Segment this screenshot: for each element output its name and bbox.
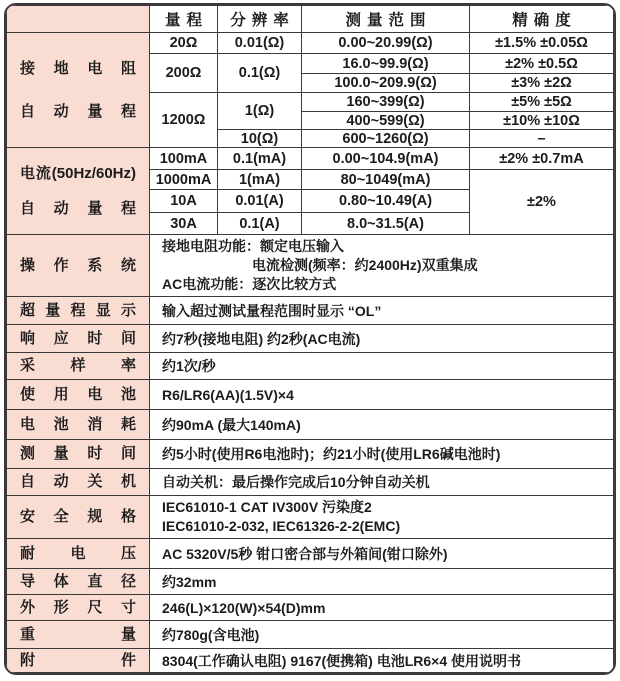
accuracy-cell: ±1.5% ±0.05Ω [470,33,614,54]
detail-value: R6/LR6(AA)(1.5V)×4 [150,380,614,410]
detail-value-line: 电流检测(频率：约2400Hz)双重集成 [252,257,478,273]
detail-row-conductor-diameter [7,569,614,595]
header-empty-cell [7,6,150,33]
range-cell: 200Ω [150,54,218,93]
detail-label [7,595,150,621]
detail-label [7,539,150,569]
range-cell: 30A [150,213,218,235]
detail-label [7,325,150,353]
detail-value: 自动关机：最后操作完成后10分钟自动关机 [150,469,614,496]
section-label-line: 接地电阻 [20,59,136,77]
detail-label-text: 操作系统 [20,256,136,274]
detail-label-text: 外形尺寸 [20,598,136,616]
detail-value-line: 接地电阻功能：额定电压输入 [162,238,344,254]
detail-label [7,649,150,673]
detail-value: 约1次/秒 [150,353,614,380]
current-row-1 [7,148,614,170]
measure-range-cell: 400~599(Ω) [302,112,470,130]
resolution-cell: 1(Ω) [218,93,302,130]
resolution-cell: 0.1(mA) [218,148,302,170]
detail-row-sampling-rate [7,353,614,380]
resistance-row-1 [7,33,614,54]
header-range: 量程 [150,6,218,33]
resolution-cell: 0.1(A) [218,213,302,235]
detail-row-battery-consumption [7,410,614,440]
detail-label-text: 附件 [20,651,136,669]
resolution-cell: 0.01(A) [218,190,302,213]
accuracy-cell: – [470,130,614,148]
detail-label-text: 耐电压 [20,544,136,562]
detail-label-text: 采样率 [20,357,136,375]
detail-label-text: 使用电池 [20,385,136,403]
header-accuracy: 精确度 [470,6,614,33]
detail-label [7,469,150,496]
resolution-cell: 10(Ω) [218,130,302,148]
detail-value: AC 5320V/5秒 钳口密合部与外箱间(钳口除外) [150,539,614,569]
section-label-current [7,148,150,235]
spec-table [6,5,614,673]
header-row [7,6,614,33]
detail-label [7,380,150,410]
detail-label [7,297,150,325]
resolution-cell: 1(mA) [218,170,302,190]
detail-row-auto-power-off [7,469,614,496]
section-label-earth-resistance [7,33,150,148]
detail-row-overrange-display [7,297,614,325]
section-label-line: 电流(50Hz/60Hz) [20,165,136,183]
detail-label-text: 测量时间 [20,445,136,463]
detail-label [7,621,150,649]
measure-range-cell: 0.00~20.99(Ω) [302,33,470,54]
section-label-line: 自动量程 [20,103,136,121]
accuracy-cell: ±10% ±10Ω [470,112,614,130]
detail-row-weight [7,621,614,649]
measure-range-cell: 0.80~10.49(A) [302,190,470,213]
resolution-cell: 0.01(Ω) [218,33,302,54]
detail-value-line: AC电流功能：逐次比较方式 [162,276,337,292]
detail-row-battery-type [7,380,614,410]
range-cell: 20Ω [150,33,218,54]
measure-range-cell: 160~399(Ω) [302,93,470,112]
accuracy-cell: ±2% [470,170,614,235]
range-cell: 1200Ω [150,93,218,148]
detail-value: 约780g(含电池) [150,621,614,649]
resolution-cell: 0.1(Ω) [218,54,302,93]
measure-range-cell: 0.00~104.9(mA) [302,148,470,170]
accuracy-cell: ±2% ±0.7mA [470,148,614,170]
accuracy-cell: ±5% ±5Ω [470,93,614,112]
range-cell: 1000mA [150,170,218,190]
detail-row-safety-standards [7,496,614,539]
detail-label [7,496,150,539]
detail-value-line: IEC61010-1 CAT IV300V 污染度2 [162,499,372,515]
detail-label-text: 响应时间 [20,329,136,347]
detail-label [7,353,150,380]
header-resolution: 分辨率 [218,6,302,33]
section-label-line: 自动量程 [20,199,136,217]
detail-row-operating-system [7,235,614,297]
accuracy-cell: ±3% ±2Ω [470,74,614,93]
detail-row-response-time [7,325,614,353]
detail-label [7,569,150,595]
measure-range-cell: 600~1260(Ω) [302,130,470,148]
measure-range-cell: 8.0~31.5(A) [302,213,470,235]
detail-value: 8304(工作确认电阻) 9167(便携箱) 电池LR6×4 使用说明书 [150,649,614,673]
detail-label-text: 导体直径 [20,572,136,590]
detail-value [150,496,614,539]
range-cell: 100mA [150,148,218,170]
measure-range-cell: 100.0~209.9(Ω) [302,74,470,93]
detail-label-text: 超量程显示 [20,301,136,319]
detail-label [7,440,150,469]
range-cell: 10A [150,190,218,213]
detail-label [7,235,150,297]
measure-range-cell: 16.0~99.9(Ω) [302,54,470,74]
detail-row-dimensions [7,595,614,621]
detail-value: 约32mm [150,569,614,595]
detail-value: 约90mA (最大140mA) [150,410,614,440]
detail-value-line: IEC61010-2-032, IEC61326-2-2(EMC) [162,518,401,534]
header-measure-range: 测量范围 [302,6,470,33]
detail-value: 约5小时(使用R6电池时)；约21小时(使用LR6碱电池时) [150,440,614,469]
detail-row-withstand-voltage [7,539,614,569]
detail-row-accessories [7,649,614,673]
detail-value [150,235,614,297]
detail-label-text: 安全规格 [20,508,136,526]
detail-label-text: 电池消耗 [20,415,136,433]
detail-label-text: 自动关机 [20,473,136,491]
detail-row-measurement-time [7,440,614,469]
detail-value: 输入超过测试量程范围时显示 “OL” [150,297,614,325]
spec-sheet-frame [4,3,616,675]
detail-label [7,410,150,440]
detail-value: 246(L)×120(W)×54(D)mm [150,595,614,621]
accuracy-cell: ±2% ±0.5Ω [470,54,614,74]
measure-range-cell: 80~1049(mA) [302,170,470,190]
detail-value: 约7秒(接地电阻) 约2秒(AC电流) [150,325,614,353]
detail-label-text: 重量 [20,625,136,643]
